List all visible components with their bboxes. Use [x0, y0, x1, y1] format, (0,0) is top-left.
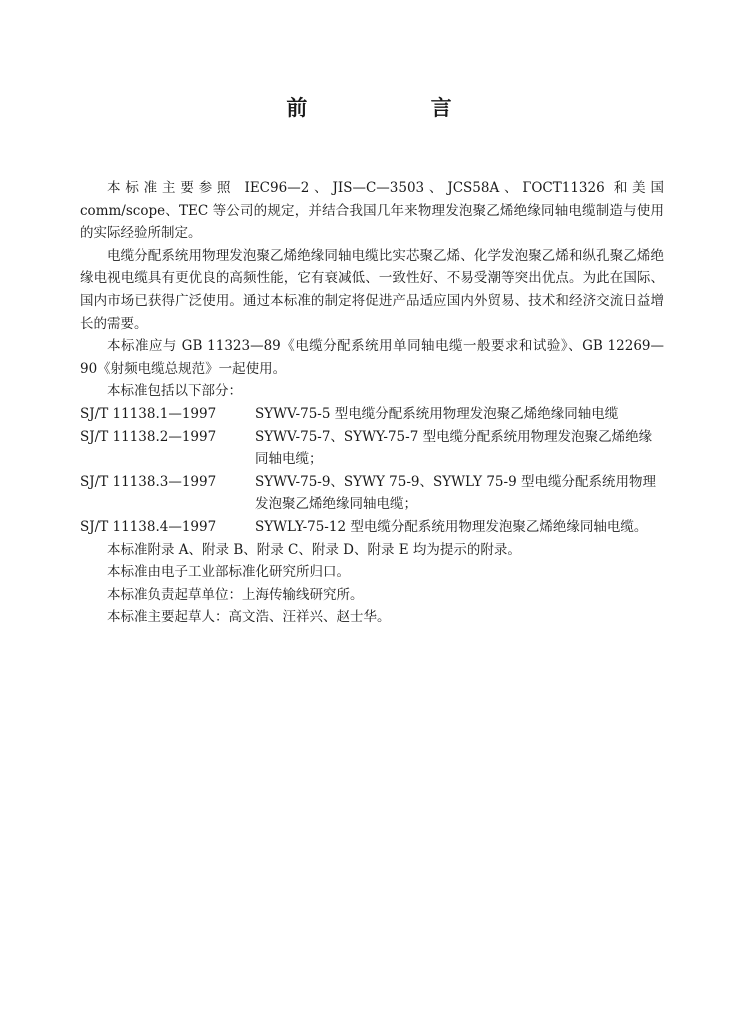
part-code: SJ/T 11138.2—1997 — [80, 428, 217, 445]
part-description: SYWV-75-7、SYWY-75-7 型电缆分配系统用物理发泡聚乙烯绝缘同轴电缆； — [255, 428, 653, 468]
paragraph-usage: 本标准应与 GB 11323—89《电缆分配系统用单同轴电缆一般要求和试验》、GB 12269—90《射频电缆总规范》一起使用。 — [80, 338, 664, 377]
document-body — [80, 177, 664, 629]
list-item — [80, 403, 664, 426]
part-description: SYWV-75-5 型电缆分配系统用物理发泡聚乙烯绝缘同轴电缆 — [255, 405, 619, 422]
paragraph-references: 本标准主要参照 IEC96—2、JIS—C—3503、JCS58A、ГОСТ11326 和美国 comm/scope、TEC 等公司的规定，并结合我国几年来物理发泡聚乙烯绝缘同轴电缆制造与使用的实际经验所制定。 — [80, 180, 664, 242]
parts-list — [80, 403, 664, 539]
paragraph-drafting-unit: 本标准负责起草单位：上海传输线研究所。 — [107, 586, 364, 603]
part-description: SYWV-75-9、SYWY 75-9、SYWLY 75-9 型电缆分配系统用物理发泡聚乙烯绝缘同轴电缆； — [255, 473, 656, 513]
list-item — [80, 516, 664, 539]
paragraph-advantages: 电缆分配系统用物理发泡聚乙烯绝缘同轴电缆比实芯聚乙烯、化学发泡聚乙烯和纵孔聚乙烯绝缘电视电缆具有更优良的高频性能，它有衰减低、一致性好、不易受潮等突出优点。为此在国际、国内市场已获得广泛使用。通过本标准的制定将促进产品适应国内外贸易、技术和经济交流日益增长的需要。 — [80, 247, 664, 332]
part-code: SJ/T 11138.3—1997 — [80, 473, 217, 490]
part-description: SYWLY-75-12 型电缆分配系统用物理发泡聚乙烯绝缘同轴电缆。 — [255, 518, 648, 535]
list-item — [80, 471, 664, 516]
paragraph-administering-body: 本标准由电子工业部标准化研究所归口。 — [107, 564, 350, 581]
part-code: SJ/T 11138.4—1997 — [80, 518, 217, 535]
part-code: SJ/T 11138.1—1997 — [80, 405, 217, 422]
paragraph-parts-intro: 本标准包括以下部分： — [107, 383, 242, 400]
paragraph-drafters: 本标准主要起草人：高文浩、汪祥兴、赵士华。 — [107, 609, 391, 626]
page-title: 前 言 — [286, 96, 510, 120]
paragraph-appendix-note: 本标准附录 A、附录 B、附录 C、附录 D、附录 E 均为提示的附录。 — [107, 541, 521, 558]
list-item — [80, 426, 664, 471]
